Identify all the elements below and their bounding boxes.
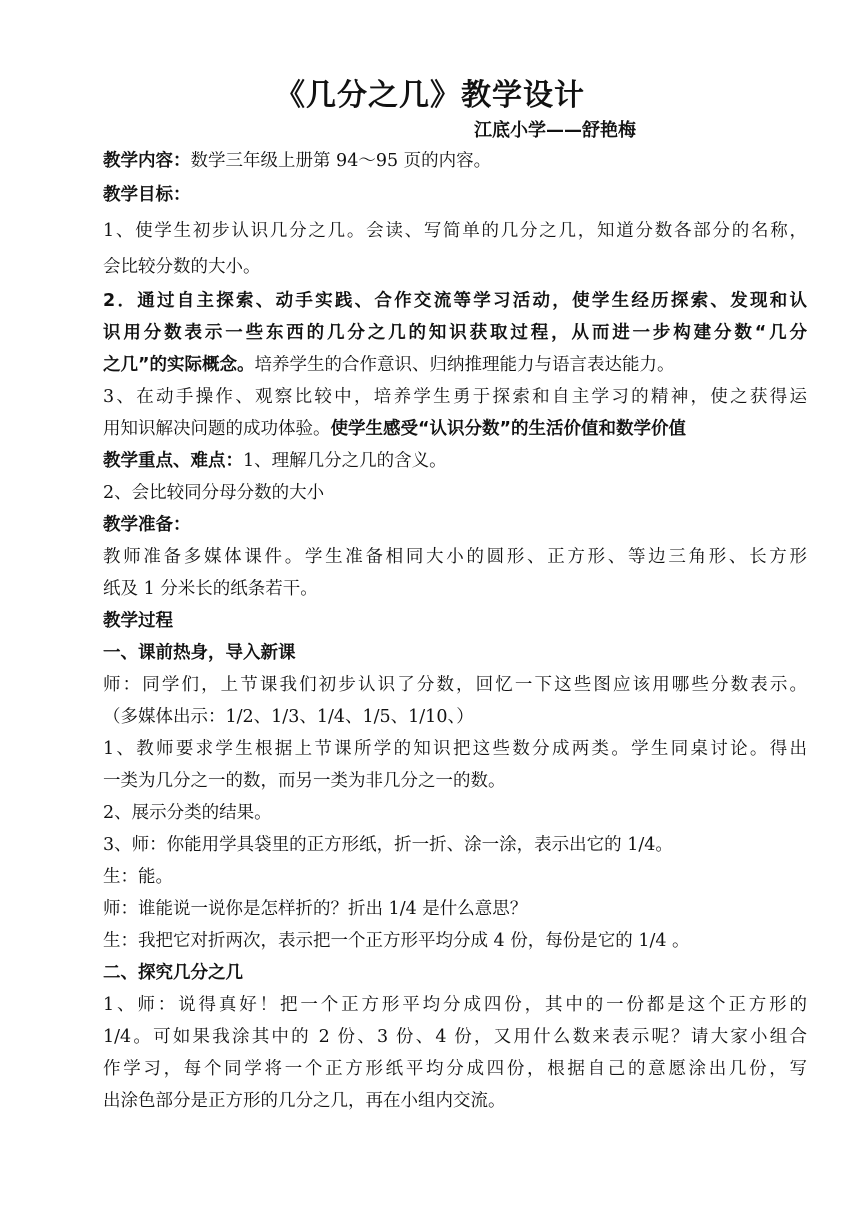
process-heading: 教学过程 bbox=[103, 611, 173, 631]
key-points-line bbox=[103, 445, 807, 477]
para-7: 生：我把它对折两次，表示把一个正方形平均分成 4 份，每份是它的 1/4 。 bbox=[103, 931, 690, 951]
preparation-heading: 教学准备： bbox=[103, 515, 191, 535]
goal-3-line-2-a: 用知识解决问题的成功体验。 bbox=[103, 419, 331, 439]
section-1-heading: 一、课前热身，导入新课 bbox=[103, 643, 296, 663]
key-points-label: 教学重点、难点： bbox=[103, 451, 243, 471]
para-2-line-2: 一类为几分之一的数，而另一类为非几分之一的数。 bbox=[103, 771, 506, 791]
goal-1-line-1: 1、使学生初步认识几分之几。会读、写简单的几分之几，知道分数各部分的名称， bbox=[103, 221, 807, 241]
goal-2-line-1: 2．通过自主探索、动手实践、合作交流等学习活动，使学生经历探索、发现和认 bbox=[103, 291, 807, 311]
section-2-heading: 二、探究几分之几 bbox=[103, 963, 243, 983]
para-1-line-2: （多媒体出示：1/2、1/3、1/4、1/5、1/10、） bbox=[103, 707, 474, 727]
teaching-content-line bbox=[103, 145, 807, 177]
para-8-line-1: 1、师：说得真好！把一个正方形平均分成四份，其中的一份都是这个正方形的 bbox=[103, 995, 807, 1015]
document-body bbox=[103, 145, 807, 1117]
para-6: 师：谁能说一说你是怎样折的？折出 1/4 是什么意思？ bbox=[103, 899, 528, 919]
para-8-line-2: 1/4。可如果我涂其中的 2 份、3 份、4 份，又用什么数来表示呢？请大家小组合 bbox=[103, 1027, 807, 1047]
goal-2-line-3-bold: 之几”的实际概念。 bbox=[103, 355, 255, 375]
para-8-line-4: 出涂色部分是正方形的几分之几，再在小组内交流。 bbox=[103, 1091, 506, 1111]
goal-2-line-3-rest: 培养学生的合作意识、归纳推理能力与语言表达能力。 bbox=[254, 355, 675, 375]
document-title: 《几分之几》教学设计 bbox=[275, 78, 585, 113]
goal-3-line-2 bbox=[103, 413, 807, 445]
goal-3-line-2-b: 使学生感受“认识分数”的生活价值和数学价值 bbox=[330, 419, 687, 439]
preparation-line-1: 教师准备多媒体课件。学生准备相同大小的圆形、正方形、等边三角形、长方形 bbox=[103, 547, 807, 567]
key-points-line-2: 2、会比较同分母分数的大小 bbox=[103, 483, 325, 503]
goal-1-line-2: 会比较分数的大小。 bbox=[103, 257, 261, 277]
teaching-goals-heading: 教学目标： bbox=[103, 185, 191, 205]
teaching-content-label: 教学内容： bbox=[103, 151, 191, 171]
para-2-line-1: 1、教师要求学生根据上节课所学的知识把这些数分成两类。学生同桌讨论。得出 bbox=[103, 739, 807, 759]
para-3: 2、展示分类的结果。 bbox=[103, 803, 272, 823]
goal-3-line-1: 3、在动手操作、观察比较中，培养学生勇于探索和自主学习的精神，使之获得运 bbox=[103, 387, 807, 407]
author-line: 江底小学——舒艳梅 bbox=[474, 120, 636, 141]
para-1-line-1: 师：同学们，上节课我们初步认识了分数，回忆一下这些图应该用哪些分数表示。 bbox=[103, 675, 807, 695]
teaching-content-text: 数学三年级上册第 94～95 页的内容。 bbox=[190, 151, 492, 171]
para-8-line-3: 作学习，每个同学将一个正方形纸平均分成四份，根据自己的意愿涂出几份，写 bbox=[103, 1059, 807, 1079]
goal-2-line-3 bbox=[103, 349, 807, 381]
preparation-line-2: 纸及 1 分米长的纸条若干。 bbox=[103, 579, 318, 599]
goal-2-line-2: 识用分数表示一些东西的几分之几的知识获取过程，从而进一步构建分数“几分 bbox=[103, 323, 807, 343]
para-4: 3、师：你能用学具袋里的正方形纸，折一折、涂一涂，表示出它的 1/4。 bbox=[103, 835, 673, 855]
key-points-text: 1、理解几分之几的含义。 bbox=[243, 451, 447, 471]
para-5: 生：能。 bbox=[103, 867, 173, 887]
